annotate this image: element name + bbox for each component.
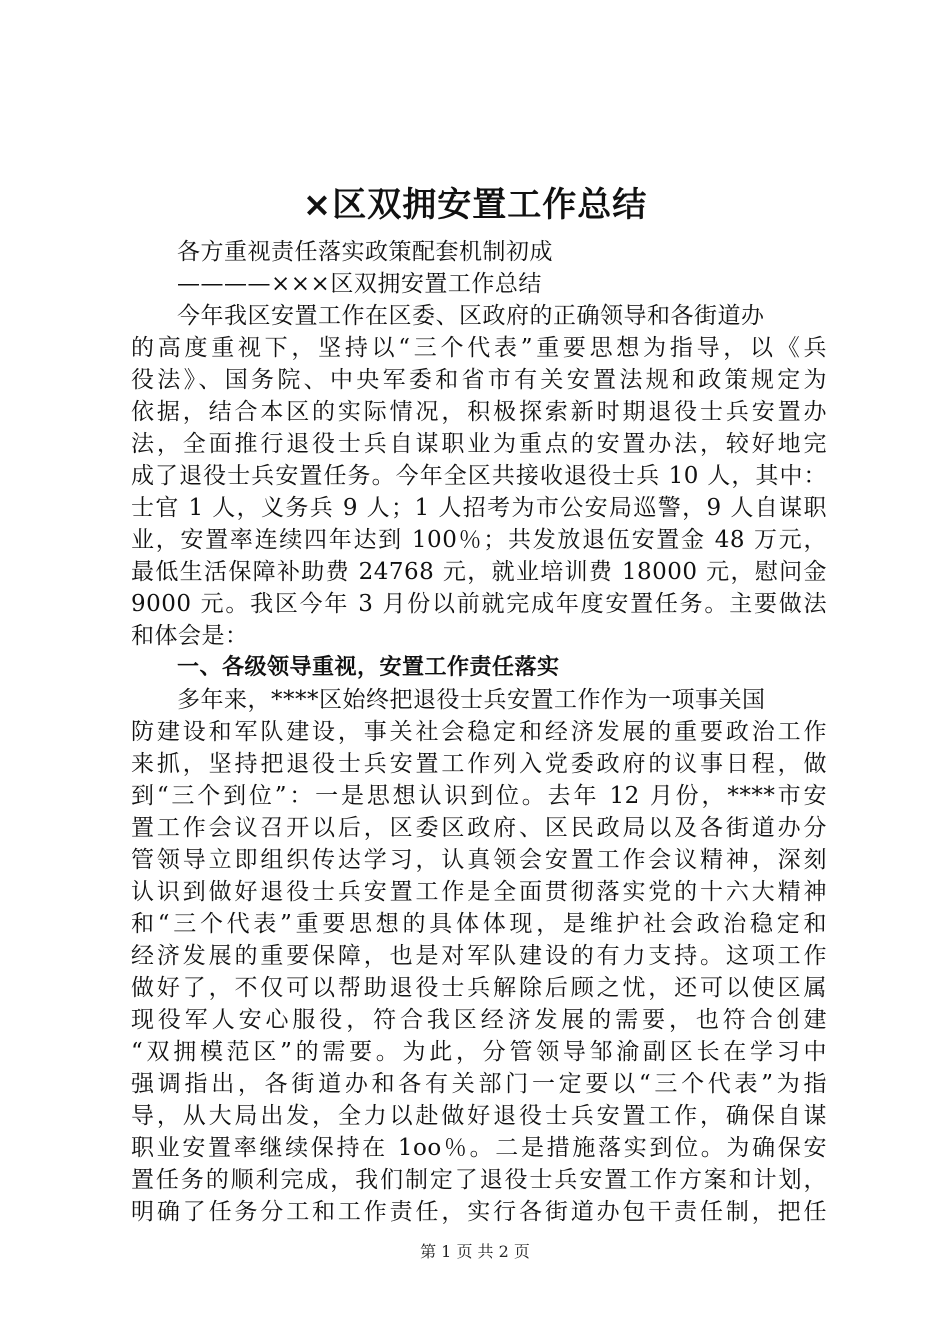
paragraph-line: 最低生活保障补助费 24768 元，就业培训费 18000 元，慰问金: [131, 559, 827, 585]
paragraph-line: 置工作会议召开以后，区委区政府、区民政局以及各街道办分: [131, 815, 827, 841]
paragraph-line: 明确了任务分工和工作责任，实行各街道办包干责任制，把任: [131, 1199, 827, 1225]
intro-paragraph: [131, 300, 827, 652]
document-body: [131, 236, 827, 1228]
paragraph-line: 成了退役士兵安置任务。今年全区共接收退役士兵 10 人，其中：: [131, 463, 827, 489]
paragraph-line: 现役军人安心服役，符合我区经济发展的需要，也符合创建: [131, 1007, 827, 1033]
paragraph-line: 的高度重视下，坚持以“三个代表”重要思想为指导，以《兵: [131, 335, 827, 361]
paragraph-line: 职业安置率继续保持在 1oo％。二是措施落实到位。为确保安: [131, 1135, 827, 1161]
subtitle-line-2: ————×××区双拥安置工作总结: [177, 271, 542, 297]
paragraph-line: 来抓，坚持把退役士兵安置工作列入党委政府的议事日程，做: [131, 751, 827, 777]
paragraph-line: 认识到做好退役士兵安置工作是全面贯彻落实党的十六大精神: [131, 879, 827, 905]
paragraph-line: 防建设和军队建设，事关社会稳定和经济发展的重要政治工作: [131, 719, 827, 745]
paragraph-line: 多年来，****区始终把退役士兵安置工作作为一项事关国: [177, 687, 766, 713]
paragraph-line: 法，全面推行退役士兵自谋职业为重点的安置办法，较好地完: [131, 431, 827, 457]
paragraph-line: 依据，结合本区的实际情况，积极探索新时期退役士兵安置办: [131, 399, 827, 425]
paragraph-line: 导，从大局出发，全力以赴做好退役士兵安置工作，确保自谋: [131, 1103, 827, 1129]
paragraph-line: “双拥模范区”的需要。为此，分管领导邹渝副区长在学习中: [131, 1039, 827, 1065]
section-paragraph: [131, 684, 827, 1228]
document-title: ×区双拥安置工作总结: [302, 185, 648, 225]
paragraph-line: 置任务的顺利完成，我们制定了退役士兵安置工作方案和计划，: [131, 1167, 827, 1193]
paragraph-line: 强调指出，各街道办和各有关部门一定要以“三个代表”为指: [131, 1071, 827, 1097]
page-number-footer: 第 1 页 共 2 页: [420, 1242, 530, 1261]
paragraph-line: 士官 1 人，义务兵 9 人；1 人招考为市公安局巡警，9 人自谋职: [131, 495, 827, 521]
subtitle-line-1: 各方重视责任落实政策配套机制初成: [177, 239, 553, 265]
paragraph-line: 到“三个到位”：一是思想认识到位。去年 12 月份，****市安: [131, 783, 827, 809]
paragraph-line: 业，安置率连续四年达到 100％；共发放退伍安置金 48 万元，: [131, 527, 827, 553]
paragraph-line: 管领导立即组织传达学习，认真领会安置工作会议精神，深刻: [131, 847, 827, 873]
paragraph-line: 做好了，不仅可以帮助退役士兵解除后顾之忧，还可以使区属: [131, 975, 827, 1001]
section-heading: 一、各级领导重视，安置工作责任落实: [177, 655, 560, 680]
paragraph-line: 和“三个代表”重要思想的具体体现，是维护社会政治稳定和: [131, 911, 827, 937]
paragraph-line: 今年我区安置工作在区委、区政府的正确领导和各街道办: [177, 303, 765, 329]
paragraph-line: 9000 元。我区今年 3 月份以前就完成年度安置任务。主要做法: [131, 591, 827, 617]
paragraph-line: 和体会是：: [131, 623, 249, 649]
paragraph-line: 役法》、国务院、中央军委和省市有关安置法规和政策规定为: [131, 367, 827, 393]
paragraph-line: 经济发展的重要保障，也是对军队建设的有力支持。这项工作: [131, 943, 827, 969]
